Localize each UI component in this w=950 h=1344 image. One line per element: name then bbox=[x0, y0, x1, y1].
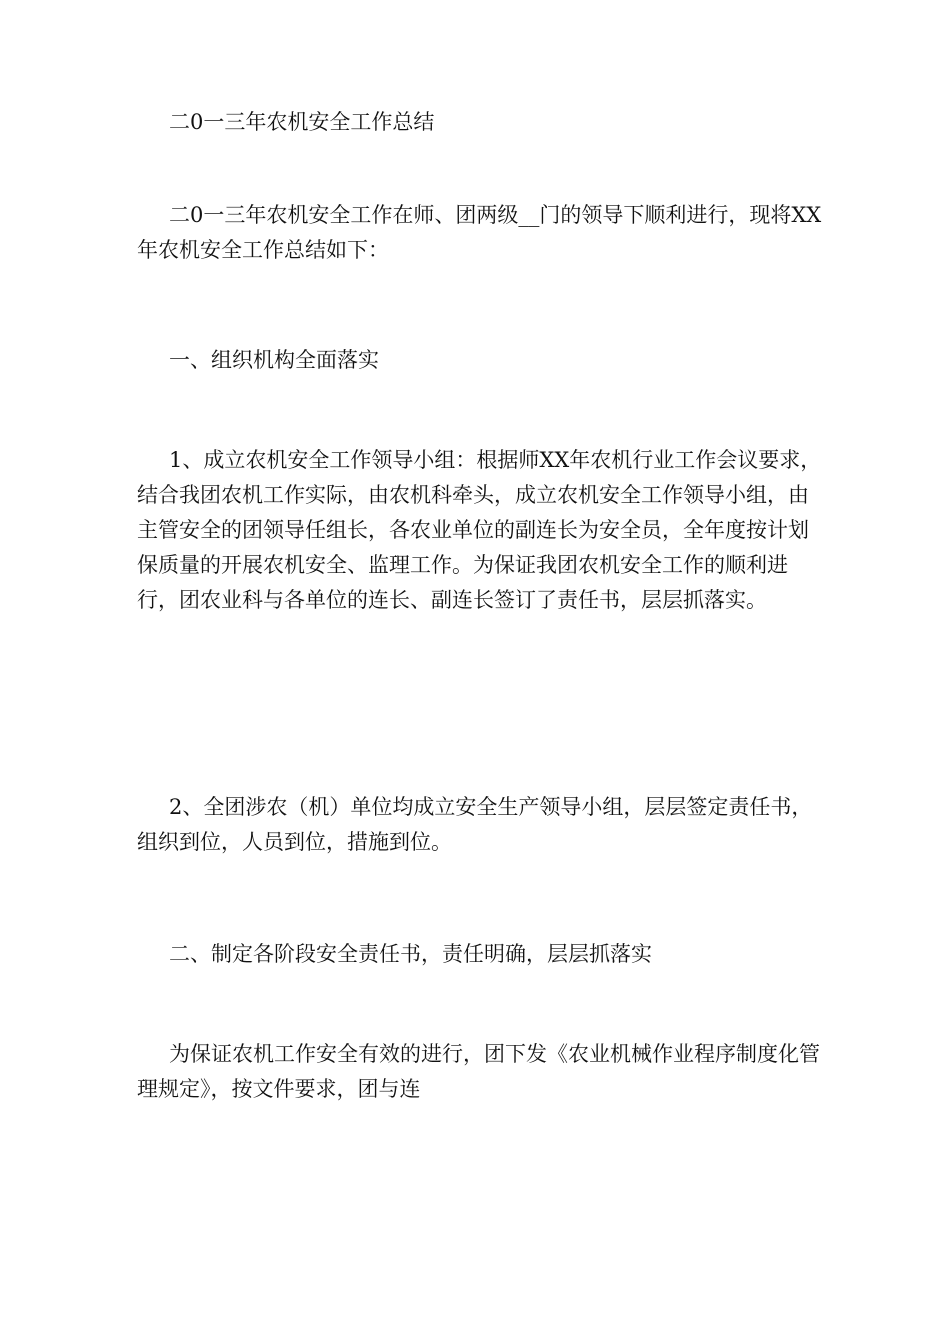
list-item-2: 2、全团涉农（机）单位均成立安全生产领导小组，层层签定责任书，组织到位，人员到位，措施到位。 bbox=[137, 795, 813, 854]
body-paragraph: 为保证农机工作安全有效的进行，团下发《农业机械作业程序制度化管理规定》，按文件要求，团与连 bbox=[137, 1042, 820, 1101]
intro-paragraph: 二0一三年农机安全工作在师、团两级__门的领导下顺利进行，现将XX年农机安全工作总结如下： bbox=[137, 203, 822, 262]
list-item-1: 1、成立农机安全工作领导小组：根据师XX年农机行业工作会议要求，结合我团农机工作实际，由农机科牵头，成立农机安全工作领导小组，由主管安全的团领导任组长，各农业单位的副连长为安全员，全年度按计划保质量的开展农机安全、监理工作。为保证我团农机安全工作的顺利进行，团农业科与各单位的连长、副连长签订了责任书，层层抓落实。 bbox=[137, 448, 822, 612]
document-title: 二0一三年农机安全工作总结 bbox=[169, 110, 435, 134]
section-heading-2: 二、制定各阶段安全责任书，责任明确，层层抓落实 bbox=[169, 942, 652, 966]
section-heading-1: 一、组织机构全面落实 bbox=[169, 348, 379, 372]
